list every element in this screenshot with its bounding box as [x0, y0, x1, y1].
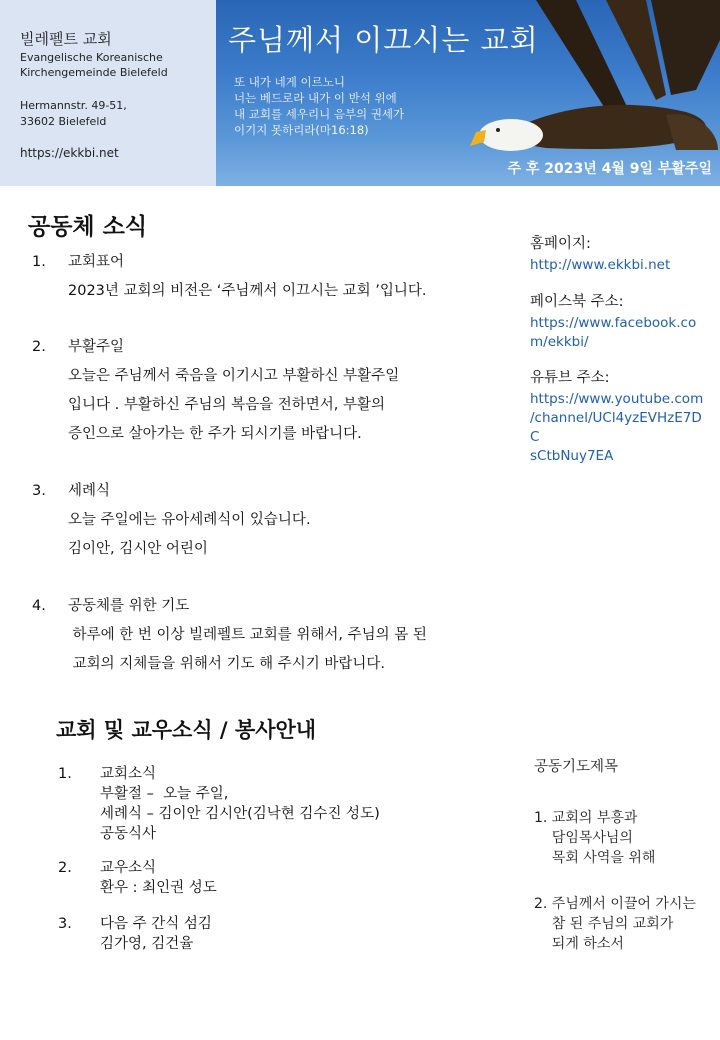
item-number: 3. — [32, 483, 46, 499]
item-text: 교회소식 부활절 – 오늘 주일, 세례식 – 김이안 김시안(김낙현 김수진 성도) 공동식사 — [100, 766, 380, 842]
header-info-panel — [0, 0, 216, 186]
church-name: 빌레펠트 교회 — [20, 30, 112, 48]
item-body: 오늘 주일에는 유아세례식이 있습니다. 김이안, 김시안 어린이 — [68, 512, 311, 557]
facebook-block — [530, 290, 710, 352]
item-text: 교우소식 환우 : 최인권 성도 — [100, 860, 217, 896]
service-date: 주 후 2023년 4월 9일 부활주일 — [507, 161, 712, 177]
community-news-title: 공동체 소식 — [28, 214, 148, 240]
youtube-label: 유튜브 주소: — [530, 370, 610, 386]
church-name-german: Evangelische Koreanische Kirchengemeinde Bielefeld — [20, 51, 168, 79]
prayer-item: 1. 교회의 부흥과 담임목사님의 목회 사역을 위해 — [534, 810, 656, 866]
item-body: 하루에 한 번 이상 빌레펠트 교회를 위해서, 주님의 몸 된 교회의 지체들을 위해서 기도 해 주시기 바랍니다. — [72, 627, 427, 672]
item-heading: 부활주일 — [68, 339, 125, 355]
homepage-label: 홈페이지: — [530, 236, 591, 252]
item-number: 2. — [32, 339, 46, 355]
homepage-block — [530, 232, 710, 275]
item-body: 오늘은 주님께서 죽음을 이기시고 부활하신 부활주일 입니다 . 부활하신 주님의 복음을 전하면서, 부활의 증인으로 살아가는 한 주가 되시기를 바랍니다. — [68, 368, 400, 442]
item-number: 4. — [32, 598, 46, 614]
item-heading: 공동체를 위한 기도 — [68, 598, 190, 614]
facebook-label: 페이스북 주소: — [530, 294, 624, 310]
item-body: 2023년 교회의 비전은 ‘주님께서 이끄시는 교회 ’입니다. — [68, 283, 427, 299]
facebook-link[interactable]: https://www.facebook.co m/ekkbi/ — [530, 315, 697, 350]
item-heading: 교회표어 — [68, 254, 125, 270]
bible-verse: 또 내가 네게 이르노니 너는 베드로라 내가 이 반석 위에 내 교회를 세우리니 음부의 권세가 이기지 못하리라(마16:18) — [234, 75, 405, 137]
header-banner — [216, 0, 720, 186]
item-text: 다음 주 간식 섬김 김가영, 김건율 — [100, 916, 212, 952]
church-address: Hermannstr. 49-51, 33602 Bielefeld — [20, 99, 127, 128]
church-website[interactable]: https://ekkbi.net — [20, 146, 119, 160]
item-heading: 세례식 — [68, 483, 111, 499]
church-news-title: 교회 및 교우소식 / 봉사안내 — [56, 718, 317, 742]
item-number: 2. — [58, 860, 72, 876]
prayer-item: 2. 주님께서 이끌어 가시는 참 된 주님의 교회가 되게 하소서 — [534, 896, 696, 952]
banner-title: 주님께서 이끄시는 교회 — [228, 23, 539, 57]
item-number: 1. — [58, 766, 72, 782]
youtube-link[interactable]: https://www.youtube.com /channel/UCl4yzEVHzE7DC sCtbNuy7EA — [530, 391, 704, 464]
homepage-link[interactable]: http://www.ekkbi.net — [530, 257, 671, 273]
youtube-block — [530, 366, 710, 466]
item-number: 3. — [58, 916, 72, 932]
prayer-title: 공동기도제목 — [534, 759, 619, 775]
item-number: 1. — [32, 254, 46, 270]
